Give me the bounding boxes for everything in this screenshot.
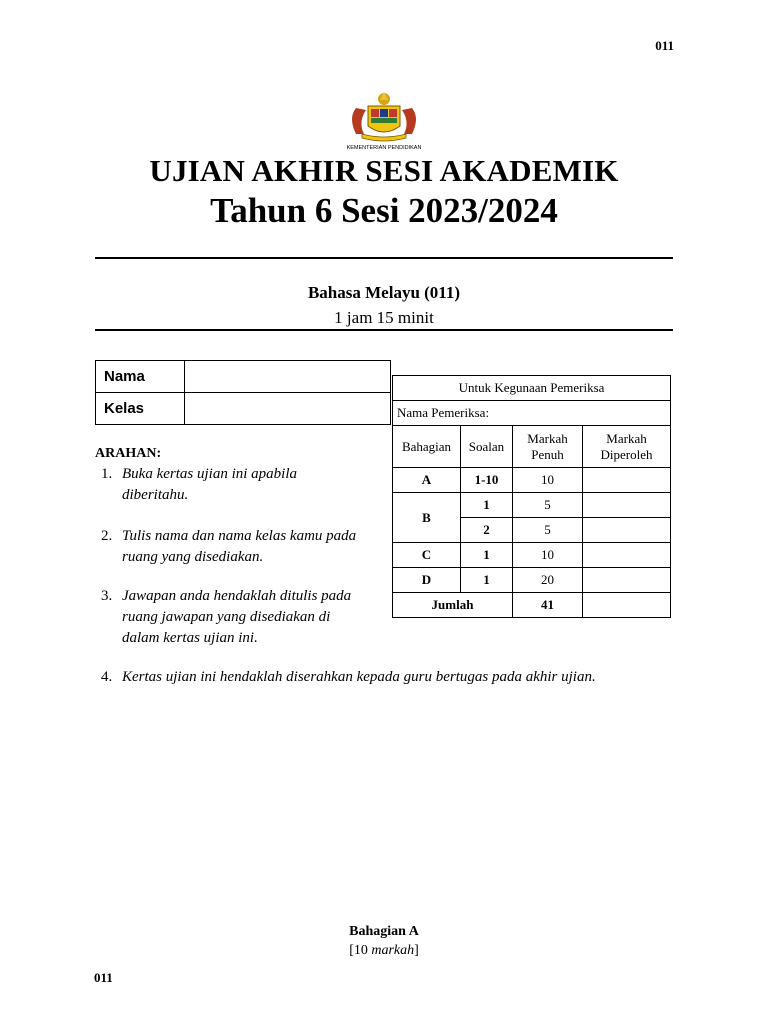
paper-code-bottom: 011 <box>94 970 113 985</box>
exam-year-session: Tahun 6 Sesi 2023/2024 <box>210 191 558 230</box>
table-row <box>96 361 391 393</box>
examiner-name-field[interactable]: Nama Pemeriksa: <box>393 401 671 426</box>
exam-title: UJIAN AKHIR SESI AKADEMIK <box>149 153 619 188</box>
full-marks-cell: 10 <box>513 543 583 568</box>
examiner-mark-table <box>392 375 671 618</box>
total-obtained-cell[interactable] <box>583 593 671 618</box>
table-row <box>393 543 671 568</box>
section-a-title: Bahagian A <box>349 924 419 939</box>
subject-name: Bahasa Melayu (011) <box>307 283 461 302</box>
obtained-marks-cell[interactable] <box>583 568 671 593</box>
full-marks-cell: 10 <box>513 468 583 493</box>
student-id-table <box>95 360 391 425</box>
divider-top <box>95 257 673 259</box>
exam-duration: 1 jam 15 minit <box>334 308 434 327</box>
instruction-text: Buka kertas ujian ini apabila diberitahu. <box>122 466 297 503</box>
header-marks-obtained: Markah Diperoleh <box>583 426 671 468</box>
table-row <box>96 393 391 425</box>
table-row <box>393 468 671 493</box>
total-label: Jumlah <box>393 593 513 618</box>
question-cell: 1 <box>461 493 513 518</box>
malaysia-crest-logo <box>346 90 422 152</box>
full-marks-cell: 5 <box>513 493 583 518</box>
question-cell: 1 <box>461 543 513 568</box>
instruction-number: 4. <box>101 669 113 685</box>
total-full-marks: 41 <box>513 593 583 618</box>
instruction-text: Jawapan anda hendaklah ditulis pada ruang jawapan yang disediakan di dalam kertas ujian ini. <box>122 588 352 646</box>
class-label: Kelas <box>96 393 185 425</box>
question-cell: 1-10 <box>461 468 513 493</box>
full-marks-cell: 20 <box>513 568 583 593</box>
section-cell: C <box>393 543 461 568</box>
instruction-item-3 <box>101 586 391 650</box>
section-cell: D <box>393 568 461 593</box>
obtained-marks-cell[interactable] <box>583 543 671 568</box>
section-a-marks: [10 markah] <box>349 943 419 958</box>
question-cell: 1 <box>461 568 513 593</box>
name-label: Nama <box>96 361 185 393</box>
full-marks-cell: 5 <box>513 518 583 543</box>
table-row <box>393 568 671 593</box>
instruction-item-1 <box>101 464 391 508</box>
header-full-marks: Markah Penuh <box>513 426 583 468</box>
instruction-text: Kertas ujian ini hendaklah diserahkan kepada guru bertugas pada akhir ujian. <box>122 669 596 685</box>
mark-table-title: Untuk Kegunaan Pemeriksa <box>393 376 671 401</box>
header-section: Bahagian <box>393 426 461 468</box>
class-field[interactable] <box>185 393 391 425</box>
obtained-marks-cell[interactable] <box>583 518 671 543</box>
obtained-marks-cell[interactable] <box>583 468 671 493</box>
table-row-total <box>393 593 671 618</box>
instruction-number: 2. <box>101 528 113 544</box>
question-cell: 2 <box>461 518 513 543</box>
svg-text:KEMENTERIAN PENDIDIKAN: KEMENTERIAN PENDIDIKAN <box>346 145 422 151</box>
table-row <box>393 493 671 518</box>
obtained-marks-cell[interactable] <box>583 493 671 518</box>
name-field[interactable] <box>185 361 391 393</box>
section-cell: B <box>393 493 461 543</box>
paper-code-top: 011 <box>655 38 674 53</box>
section-cell: A <box>393 468 461 493</box>
instructions-heading: ARAHAN: <box>95 446 162 461</box>
instruction-item-4 <box>101 667 701 689</box>
header-question: Soalan <box>461 426 513 468</box>
instruction-item-2 <box>101 526 391 570</box>
instruction-number: 1. <box>101 466 113 482</box>
divider-bottom <box>95 329 673 331</box>
instruction-text: Tulis nama dan nama kelas kamu pada ruang yang disediakan. <box>122 528 357 565</box>
instruction-number: 3. <box>101 588 113 604</box>
